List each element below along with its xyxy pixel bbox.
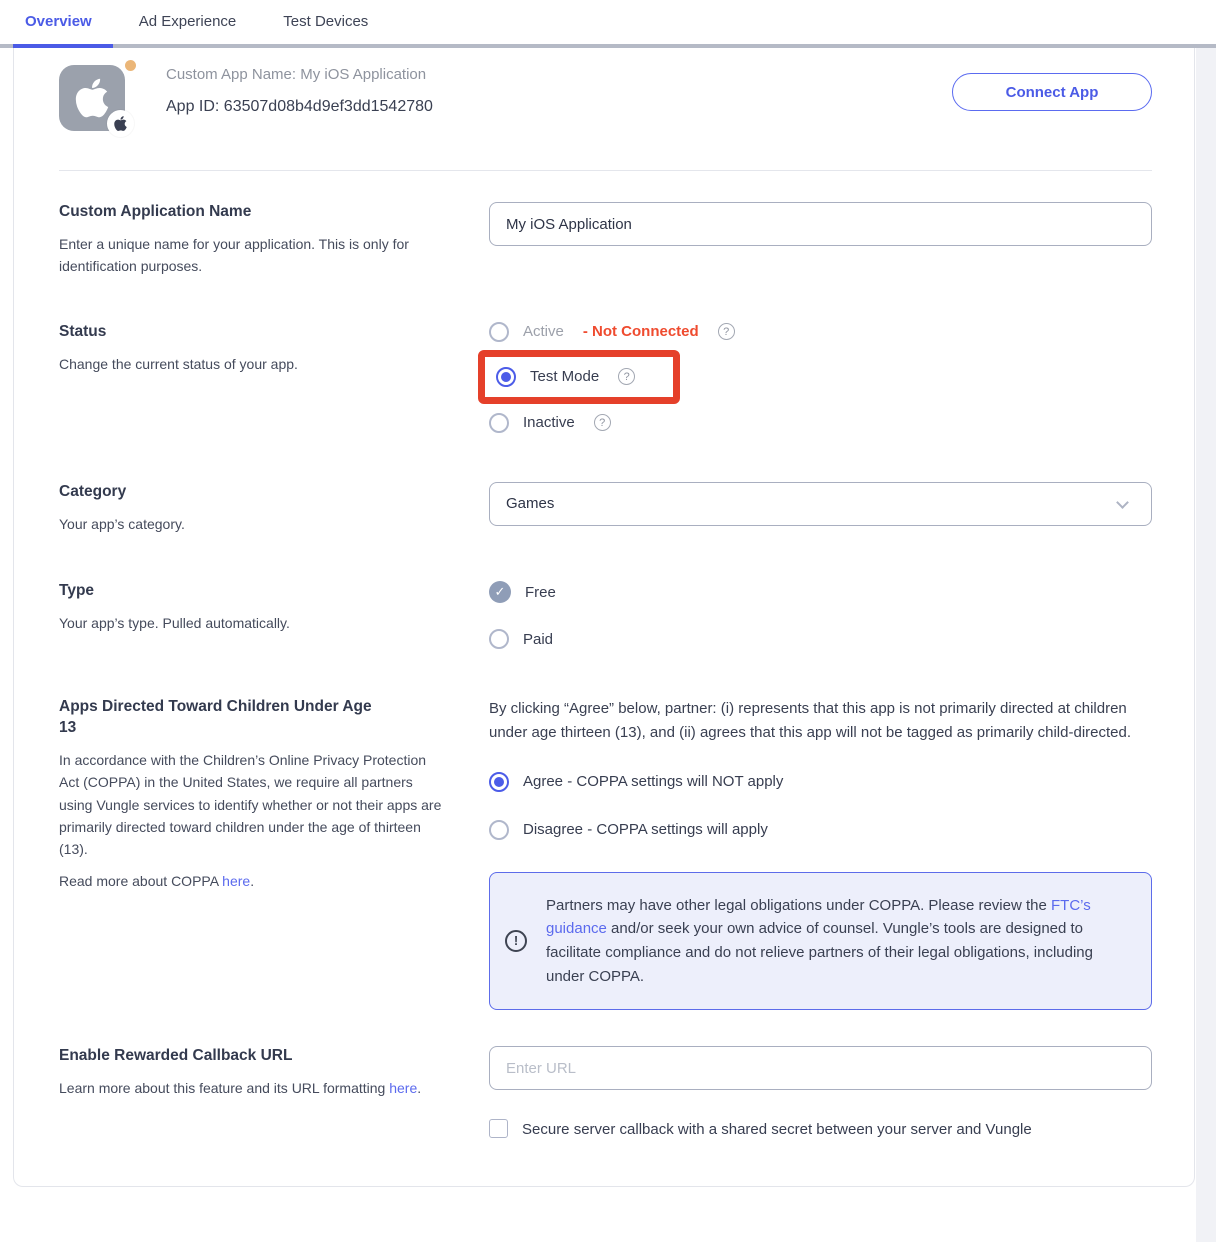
category-label: Category — [59, 482, 127, 500]
radio-active[interactable] — [489, 322, 509, 342]
status-option-test-mode[interactable] — [496, 367, 635, 387]
status-test-mode-label: Test Mode — [530, 368, 600, 386]
coppa-option-agree[interactable] — [489, 772, 1152, 792]
help-icon[interactable]: ? — [594, 414, 611, 431]
help-icon[interactable]: ? — [718, 323, 735, 340]
read-more-period: . — [250, 872, 255, 889]
radio-inactive[interactable] — [489, 413, 509, 433]
coppa-option-disagree[interactable] — [489, 820, 1152, 840]
callback-here-link[interactable]: here — [389, 1080, 418, 1097]
secure-callback-checkbox[interactable] — [489, 1119, 508, 1138]
row-category — [59, 482, 1152, 535]
type-paid-label: Paid — [523, 630, 554, 648]
status-description: Change the current status of your app. — [59, 355, 298, 372]
category-select[interactable] — [489, 482, 1152, 526]
row-status — [59, 322, 1152, 433]
tab-ad-experience[interactable]: Ad Experience — [138, 13, 237, 30]
type-free-label: Free — [525, 583, 556, 601]
custom-name-input[interactable] — [489, 202, 1152, 246]
row-rewarded-callback — [59, 1046, 1152, 1143]
chevron-down-icon — [1116, 496, 1129, 509]
notice-text-post: and/or seek your own advice of counsel. Vungle’s tools are designed to facilitate compliance and do not relieve partners of their legal obligations, including under COPPA. — [546, 920, 1093, 985]
page-background-gutter — [1196, 48, 1216, 1242]
read-more-text: Read more about COPPA — [59, 872, 223, 889]
tab-test-devices[interactable]: Test Devices — [283, 13, 369, 30]
coppa-read-more — [59, 873, 489, 889]
app-header — [59, 48, 1152, 170]
custom-app-name-line: Custom App Name: My iOS Application — [166, 66, 427, 83]
type-description: Your app’s type. Pulled automatically. — [59, 614, 290, 631]
tab-bar — [0, 0, 1216, 48]
app-settings-card — [13, 48, 1195, 1187]
checked-circle-icon: ✓ — [489, 581, 511, 603]
radio-paid — [489, 629, 509, 649]
secure-callback-label: Secure server callback with a shared secret between your server and Vungle — [522, 1121, 1032, 1139]
category-description: Your app’s category. — [59, 515, 185, 532]
secure-callback-option[interactable] — [489, 1118, 1152, 1143]
coppa-description: In accordance with the Children’s Online Privacy Protection Act (COPPA) in the United States, we require all partners using Vungle services to identify whether or not their apps are primarily directed toward children under the age of thirteen (13). — [59, 751, 442, 858]
status-label: Status — [59, 322, 107, 340]
callback-desc-text: Learn more about this feature and its URL formatting — [59, 1080, 390, 1097]
callback-description — [59, 1077, 447, 1099]
custom-name-description: Enter a unique name for your application. This is only for identification purposes. — [59, 235, 409, 275]
custom-name-label: Custom Application Name — [59, 203, 252, 220]
app-status-dot — [125, 60, 136, 71]
coppa-agreement-text: By clicking “Agree” below, partner: (i) represents that this app is not primarily directed at children under age thirteen (13), and (ii) agrees that this app will not be tagged as primarily child-directed. — [489, 700, 1132, 742]
status-not-connected-label: - Not Connected — [582, 323, 699, 341]
status-option-inactive[interactable] — [489, 413, 1152, 433]
type-option-free — [489, 581, 1152, 603]
callback-label: Enable Rewarded Callback URL — [59, 1047, 293, 1065]
app-icon — [59, 65, 125, 131]
category-selected-value: Games — [506, 495, 555, 513]
row-coppa — [59, 697, 1152, 1010]
app-id-line: App ID: 63507d08b4d9ef3dd1542780 — [166, 98, 433, 115]
settings-form — [59, 171, 1152, 1143]
callback-url-input[interactable] — [489, 1046, 1152, 1090]
status-option-active[interactable] — [489, 322, 1152, 342]
connect-app-button[interactable]: Connect App — [952, 73, 1152, 111]
coppa-label: Apps Directed Toward Children Under Age 13 — [59, 698, 372, 736]
apple-icon-small — [114, 115, 127, 132]
status-active-label: Active — [523, 323, 564, 341]
coppa-agree-label: Agree - COPPA settings will NOT apply — [523, 773, 784, 791]
platform-badge — [107, 110, 134, 137]
status-inactive-label: Inactive — [523, 414, 575, 432]
tab-overview[interactable]: Overview — [25, 13, 92, 30]
alert-icon: ! — [505, 930, 527, 952]
callback-desc-period: . — [417, 1080, 422, 1097]
coppa-notice-box — [489, 872, 1152, 1011]
coppa-here-link[interactable]: here — [222, 872, 251, 889]
help-icon[interactable]: ? — [618, 368, 635, 385]
annotation-highlight-box — [478, 350, 680, 404]
notice-text-pre: Partners may have other legal obligations under COPPA. Please review the — [546, 896, 1051, 914]
type-option-paid — [489, 629, 1152, 649]
type-label: Type — [59, 582, 95, 600]
radio-disagree[interactable] — [489, 820, 509, 840]
coppa-disagree-label: Disagree - COPPA settings will apply — [523, 821, 768, 839]
ftc-guidance-link[interactable]: FTC’s guidance — [546, 896, 1091, 938]
radio-agree[interactable] — [489, 772, 509, 792]
row-custom-application-name — [59, 202, 1152, 278]
row-type — [59, 581, 1152, 649]
apple-icon — [75, 76, 109, 120]
radio-test-mode[interactable] — [496, 367, 516, 387]
active-tab-indicator — [13, 44, 113, 48]
